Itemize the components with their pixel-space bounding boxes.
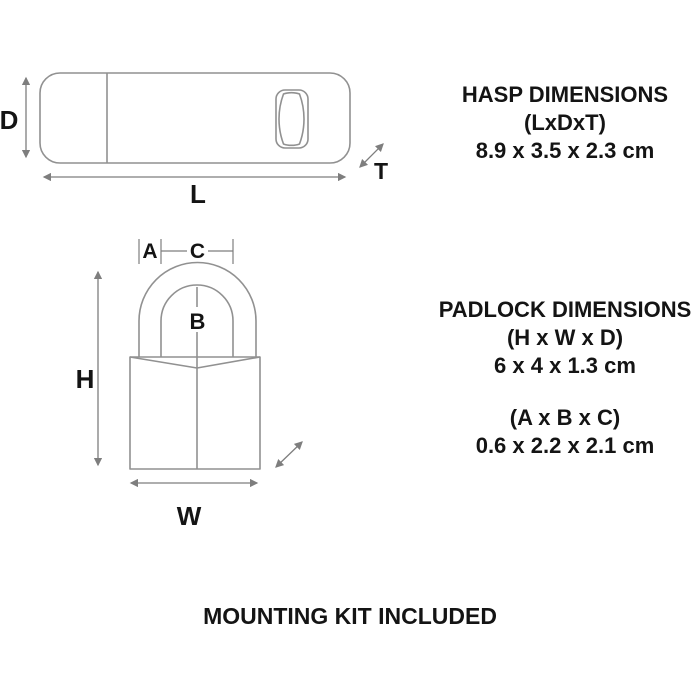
shackle-thickness-label: A (142, 240, 158, 263)
hasp-dimensions-values: 8.9 x 3.5 x 2.3 cm (475, 138, 655, 163)
text-spacer (420, 380, 700, 404)
hasp-dimensions-block (420, 81, 700, 165)
padlock-body-bevel (130, 357, 260, 368)
padlock-dimensions-formula-primary: (H x W x D) (506, 325, 624, 350)
hasp-diagram (0, 73, 388, 209)
hasp-depth-label: D (0, 105, 19, 135)
hasp-dimensions-title: HASP DIMENSIONS (461, 82, 669, 107)
shackle-width-label: C (189, 240, 206, 263)
padlock-width-label: W (176, 501, 202, 531)
padlock-dimensions-block (420, 296, 700, 460)
padlock-height-label: H (75, 364, 95, 394)
padlock-depth-arrow (276, 442, 302, 467)
padlock-diagram (76, 239, 302, 531)
padlock-dimensions-formula-secondary: (A x B x C) (509, 405, 621, 430)
shackle-clearance-label: B (189, 309, 206, 334)
hasp-dimensions-formula: (LxDxT) (524, 110, 606, 135)
padlock-dimensions-title: PADLOCK DIMENSIONS (438, 297, 692, 322)
padlock-body (130, 357, 260, 469)
padlock-dimensions-values-primary: 6 x 4 x 1.3 cm (494, 353, 636, 378)
hasp-thickness-label: T (373, 158, 389, 184)
hasp-slot-outline (276, 90, 308, 148)
hasp-length-label: L (190, 179, 206, 209)
mounting-kit-note: MOUNTING KIT INCLUDED (203, 603, 497, 629)
padlock-dimensions-values-secondary: 0.6 x 2.2 x 2.1 cm (475, 433, 655, 458)
hasp-slot-lens (279, 93, 304, 146)
